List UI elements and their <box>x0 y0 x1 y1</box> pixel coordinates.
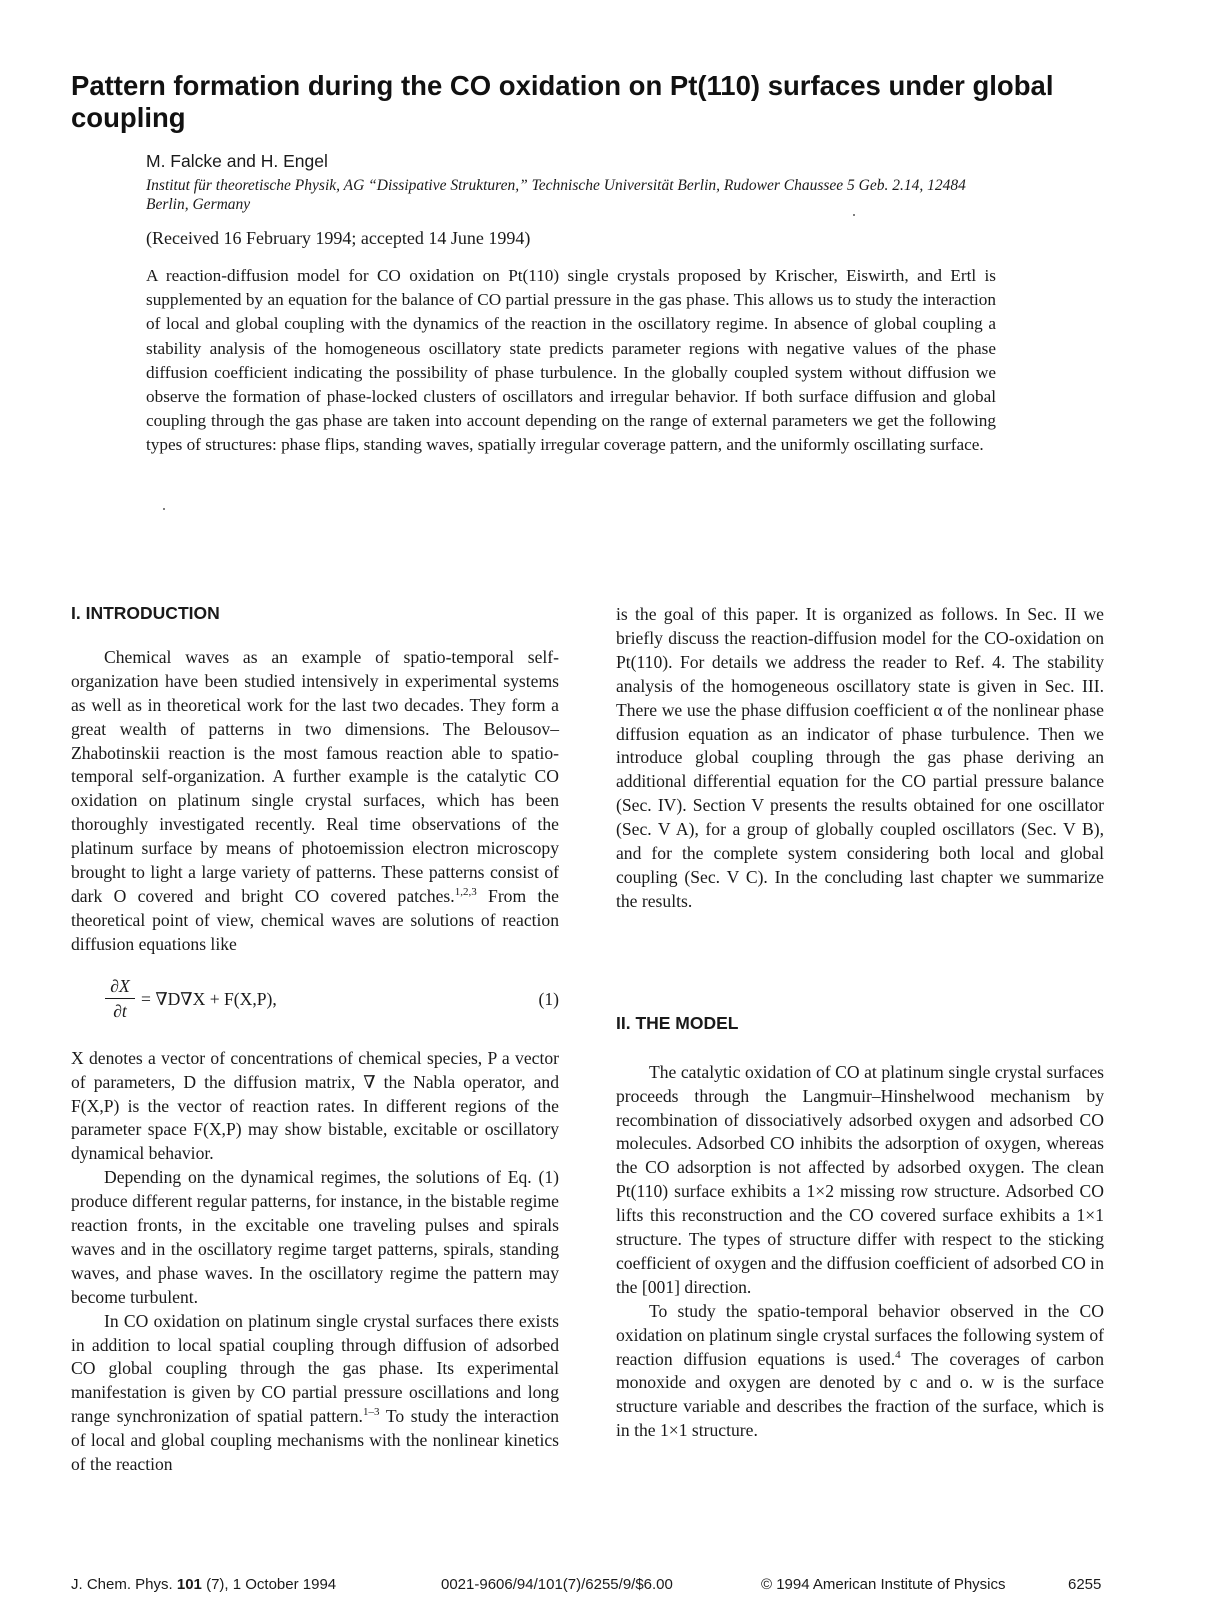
intro-paragraph-2: X denotes a vector of concentrations of chemical species, P a vector of parameters, D the diffusion matrix, ∇ the Nabla operator, and F(X,P) is the vector of reaction rates. In different regions of the parameter space F(X,P) may show bistable, excitable or oscillatory dynamical behavior. <box>71 1047 559 1164</box>
section-heading-introduction: I. INTRODUCTION <box>71 603 220 623</box>
model-paragraph-2 <box>616 1300 1104 1443</box>
intro-paragraph-1 <box>71 646 559 957</box>
journal-name: J. Chem. Phys. <box>71 1576 173 1593</box>
equation-fraction <box>105 975 135 1022</box>
journal-volume: 101 <box>176 1576 202 1593</box>
page-number: 6255 <box>1068 1576 1102 1593</box>
model-paragraph-1: The catalytic oxidation of CO at platinum single crystal surfaces proceeds through the Langmuir–Hinshelwood mechanism by recombination of dissociatively adsorbed oxygen and adsorbed CO molecules. Adsorbed CO inhibits the adsorption of oxygen, whereas the CO adsorption is not affected by adsorbed oxygen. The clean Pt(110) surface exhibits a 1×2 missing row structure. Adsorbed CO lifts this reconstruction and the CO covered surface exhibits a 1×1 structure. The types of structure differ with respect to the sticking coefficient of oxygen and the diffusion coefficient of adsorbed CO in the [001] direction. <box>616 1061 1104 1297</box>
left-column <box>71 602 559 1477</box>
paper-title: Pattern formation during the CO oxidation on Pt(110) surfaces under global coupling <box>71 70 1054 133</box>
intro-p4-text: In CO oxidation on platinum single crystal surfaces there exists in addition to local spatial coupling through diffusion of adsorbed CO global coupling through the gas phase. Its experimental manifestation is given by CO partial pressure oscillations and long range synchronization of spatial pattern. <box>71 1310 559 1427</box>
article-code: 0021-9606/94/101(7)/6255/9/$6.00 <box>441 1576 673 1593</box>
speck-mark <box>853 214 855 216</box>
intro-p1-tail: From the theoretical point of view, chemical waves are solutions of reaction diffusion equations like <box>71 885 559 954</box>
page-footer <box>71 1576 1121 1598</box>
intro-p1-text: Chemical waves as an example of spatio-temporal self-organization have been studied intensively in experimental systems as well as in theoretical work for the last two decades. They form a great wealth of patterns in two dimensions. The Belousov–Zhabotinskii reaction is the most famous reaction able to spatio-temporal self-organization. A further example is the catalytic CO oxidation on platinum single crystal surfaces, which has been thoroughly investigated recently. Real time observations of the platinum surface by means of photoemission electron microscopy brought to light a large variety of patterns. These patterns consist of dark O covered and bright CO covered patches. <box>71 646 559 906</box>
section-heading-model: II. THE MODEL <box>616 1012 739 1033</box>
citation-superscript: 1,2,3 <box>454 886 477 899</box>
intro-p4-tail: To study the interaction of local and global coupling mechanisms with the nonlinear kinetics of the reaction <box>71 1406 559 1475</box>
journal-citation <box>71 1576 336 1593</box>
copyright: © 1994 American Institute of Physics <box>761 1576 1006 1593</box>
citation-superscript: 1–3 <box>362 1406 380 1419</box>
right-column <box>616 602 1104 1443</box>
equation-numerator: ∂X <box>110 975 130 996</box>
model-p2-text: To study the spatio-temporal behavior observed in the CO oxidation on platinum single crystal surfaces the following system of reaction diffusion equations is used. <box>616 1300 1104 1369</box>
citation-superscript: 4 <box>895 1348 901 1361</box>
received-dates: (Received 16 February 1994; accepted 14 June 1994) <box>146 228 531 248</box>
issue-date: (7), 1 October 1994 <box>206 1576 337 1593</box>
speck-mark <box>163 508 165 510</box>
equation-rhs: = ∇D∇X + F(X,P), <box>141 988 277 1009</box>
authors: M. Falcke and H. Engel <box>146 151 328 171</box>
intro-paragraph-4 <box>71 1310 559 1477</box>
abstract: A reaction-diffusion model for CO oxidation on Pt(110) single crystals proposed by Krischer, Eiswirth, and Ertl is supplemented by an equation for the balance of CO partial pressure in the gas phase. This allows us to study the interaction of local and global coupling with the dynamics of the reaction in the oscillatory regime. In absence of global coupling a stability analysis of the homogeneous oscillatory state predicts parameter regions with negative values of the phase diffusion coefficient indicating the possibility of phase turbulence. In the globally coupled system without diffusion we observe the formation of phase-locked clusters of oscillators and irregular behavior. If both surface diffusion and global coupling through the gas phase are taken into account depending on the range of external parameters we get the following types of structures: phase flips, standing waves, spatially irregular coverage pattern, and the uniformly oscillating surface. <box>146 266 996 455</box>
intro-paragraph-3: Depending on the dynamical regimes, the solutions of Eq. (1) produce different regular patterns, for instance, in the bistable regime reaction fronts, in the excitable one traveling pulses and spirals waves and in the oscillatory regime target patterns, spirals, standing waves, and phase waves. In the oscillatory regime the pattern may become turbulent. <box>71 1167 559 1307</box>
affiliation: Institut für theoretische Physik, AG “Dissipative Strukturen,” Technische Universität Berlin, Rudower Chaussee 5 Geb. 2.14, 12484 Berlin, Germany <box>146 177 966 213</box>
equation-number: (1) <box>538 988 559 1009</box>
fraction-bar <box>105 998 135 999</box>
equation-denominator: ∂t <box>113 1000 127 1021</box>
model-p2-tail: The coverages of carbon monoxide and oxygen are denoted by c and o. w is the surface structure variable and describes the fraction of the surface, which is in the 1×1 structure. <box>616 1348 1104 1441</box>
intro-continuation: is the goal of this paper. It is organized as follows. In Sec. II we briefly discuss the reaction-diffusion model for the CO-oxidation on Pt(110). For details we address the reader to Ref. 4. The stability analysis of the homogeneous oscillatory state is given in Sec. III. There we use the phase diffusion coefficient α of the nonlinear phase diffusion equation as an indicator of phase turbulence. Then we introduce global coupling through the gas phase deriving an additional differential equation for the CO partial pressure balance (Sec. IV). Section V presents the results obtained for one oscillator (Sec. V A), for a group of globally coupled oscillators (Sec. V B), and for the complete system considering both local and global coupling (Sec. V C). In the concluding last chapter we summarize the results. <box>616 604 1104 911</box>
equation-1 <box>71 975 559 1033</box>
